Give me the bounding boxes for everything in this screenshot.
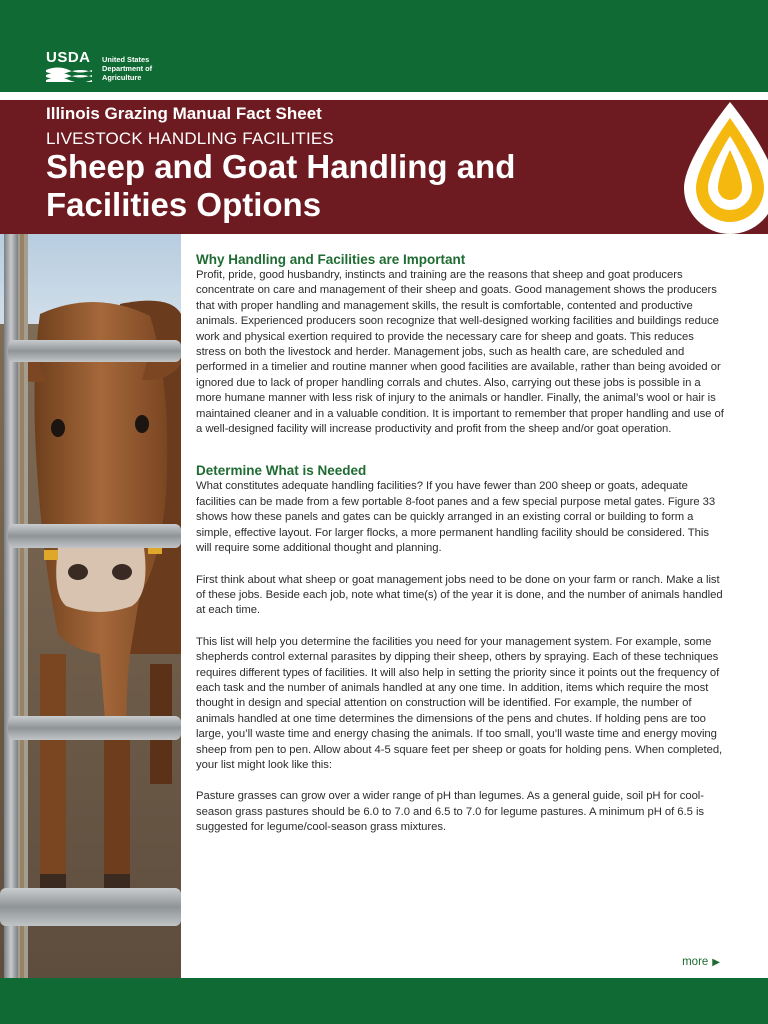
usda-logo-text: USDA: [46, 49, 91, 66]
usda-logo-hills-icon: [46, 66, 92, 82]
header-divider: [0, 92, 768, 100]
article-body: [196, 252, 726, 836]
agency-line-3: Agriculture: [102, 73, 142, 82]
droplet-icon: [670, 100, 768, 234]
play-arrow-icon: ▶: [712, 957, 720, 968]
paragraph: First think about what sheep or goat management jobs need to be done on your farm or ranch. Make a list of these jobs. Beside each job, note what time(s) of the year it is done, and the number of animals handled at each time.: [196, 573, 723, 617]
more-label: more: [682, 956, 709, 968]
agency-line-1: United States: [102, 55, 150, 64]
paragraph: What constitutes adequate handling facilities? If you have fewer than 200 sheep or goats, adequate facilities can be made from a few portable 8-foot panes and a few special purpose metal gates. Figure 33 shows how these panels and gates can be quickly arranged in an existing corral or building to form a simple, effective layout. For larger flocks, a more permanent handling facility should be considered. This will require some additional thought and planning.: [196, 480, 716, 555]
page-title-line-1: Sheep and Goat Handling and: [46, 148, 516, 185]
agency-line-2: Department of: [102, 64, 153, 73]
category-label: LIVESTOCK HANDLING FACILITIES: [46, 129, 334, 148]
paragraph: This list will help you determine the facilities you need for your management system. For example, some shepherds control external parasites by dipping their sheep, others by spraying. Each of these techniques requires different types of facilities. It will also help in setting the priority since it points out the frequency of each task and the number of animals handled at any one time. In addition, items which require the most thought in design and special attention on construction will be identified. For example, the number of animals handled at one time determines the dimensions of the pens and chutes. If holding pens are too large, you’ll waste time and energy chasing the animals. If too small, you’ll waste time and energy moving sheep from pen to pen. Allow about 4-5 square feet per sheep or goats for holding pens. When completed, your list might look like this:: [196, 635, 723, 771]
more-link[interactable]: [682, 956, 720, 968]
cow-behind-gate-photo: [0, 234, 181, 978]
section-heading-determine-needs: Determine What is Needed: [196, 463, 367, 479]
usda-logo: [46, 50, 92, 84]
bottom-footer-band: [0, 978, 768, 1024]
cow-photo-illustration: [0, 234, 181, 978]
title-banner: [0, 100, 768, 234]
page-title: [46, 148, 606, 224]
top-header-band: [0, 0, 768, 92]
agency-name: [102, 55, 152, 82]
paragraph: Pasture grasses can grow over a wider range of pH than legumes. As a general guide, soil pH for cool-season grass pastures should be 6.0 to 7.0 and 6.5 to 7.0 for legume pastures. A minimum pH of 6.5 is suggested for legume/cool-season grass mixtures.: [196, 790, 704, 834]
section-heading-why-handling: Why Handling and Facilities are Important: [196, 252, 466, 267]
paragraph: Profit, pride, good husbandry, instincts and training are the reasons that sheep and goat producers concentrate on care and management of their sheep and goats. Good management shows the producers that with proper handling and management skills, the result is comfortable, contented and productive animals. Experienced producers soon recognize that well-designed working facilities and buildings reduce work and physical exertion required to provide the necessary care for sheep and goats. This reduces stress on both the livestock and herder. Management jobs, such as health care, are scheduled and performed in a timelier and routine manner when good facilities are available, rather than being avoided or ignored due to lack of proper handling corrals and chutes. Also, carrying out these jobs is possible in a more humane manner with less risk of injury to the animals or handler. Finally, the animal’s wool or hair is maintained cleaner and in a valuable condition. It is important to remember that proper handling and use of a well-designed facility will increase productivity and profit from the sheep and/or goat operation.: [196, 269, 724, 436]
page-title-line-2: Facilities Options: [46, 186, 322, 223]
series-title: Illinois Grazing Manual Fact Sheet: [46, 104, 322, 123]
